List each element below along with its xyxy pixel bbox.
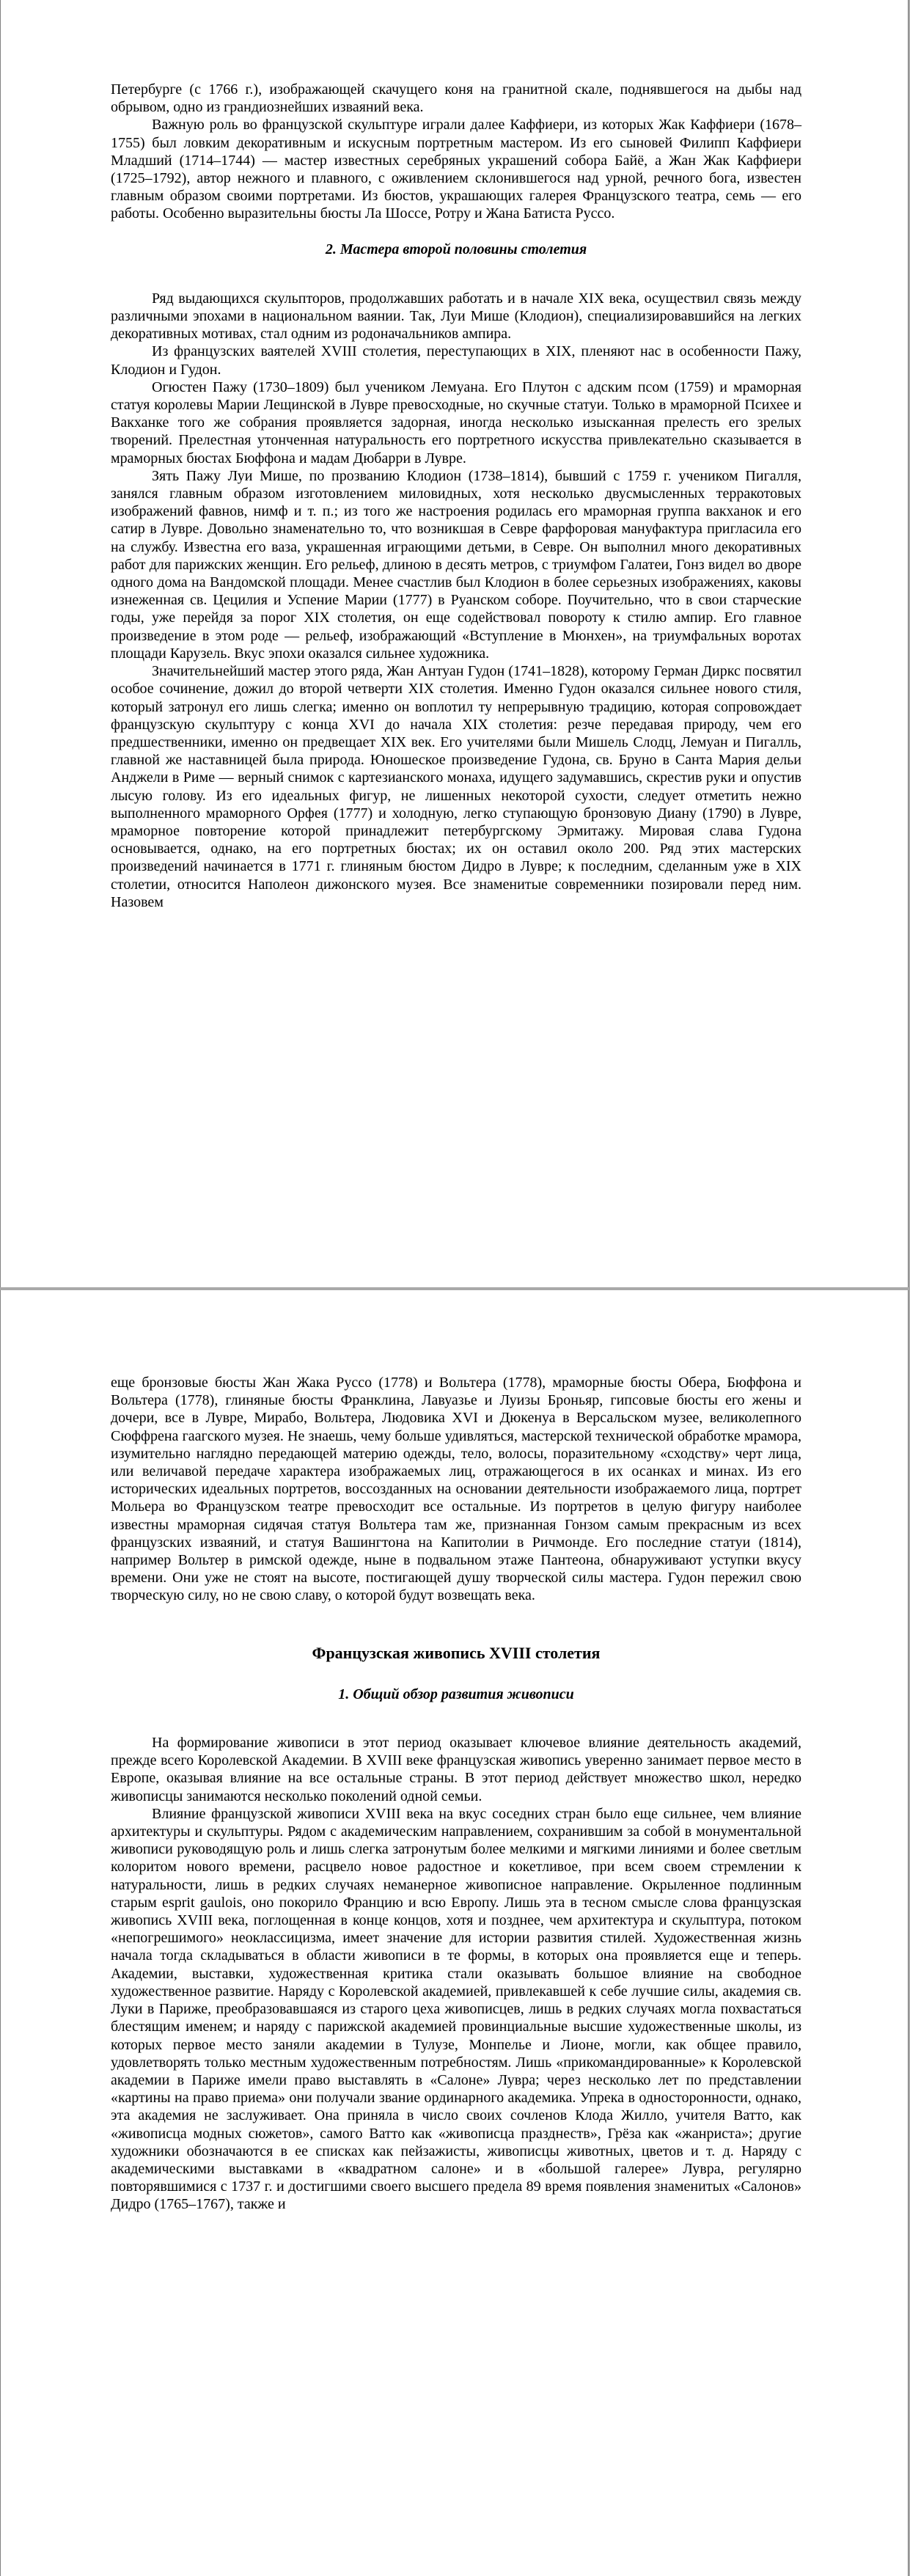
paragraph: Важную роль во французской скульптуре играли далее Каффиери, из которых Жак Каффиери (1678–1755) был ловким декоративным и искусным портретным мастером. Из его сыновей Филипп Каффиери Младший (1714–1744) — мастер известных серебряных украшений собора Байё, а Жан Жак Каффиери (1725–1792), автор нежного и плавного, с оживлением склонившегося над урной, речного бога, известен главным образом своими портретами. Из бюстов, украшающих галерея Французского театра, семь — его работы. Особенно выразительны бюсты Ла Шоссе, Ротру и Жана Батиста Руссо. xyxy=(111,117,801,222)
paragraph: На формирование живописи в этот период оказывает ключевое влияние деятельность академий, прежде всего Королевской Академии. В XVIII веке французская живопись уверенно занимает первое место в Европе, оказывая влияние на все остальные страны. В этот период действует множество школ, нередко живописцы занимаются несколько поколений одной семьи. xyxy=(111,1735,801,1804)
paragraph: Зять Пажу Луи Мише, по прозванию Клодион (1738–1814), бывший с 1759 г. учеником Пигалля, занялся главным образом изготовлением миловидных, хотя несколько двусмысленных терракотовых изображений фавнов, нимф и т. п.; из того же настроения родилась его мраморная группа вакханок и его сатир в Лувре. Довольно знаменательно то, что возникшая в Севре фарфоровая мануфактура пригласила его на службу. Известна его ваза, украшенная играющими детьми, в Севре. Он выполнил много декоративных работ для парижских женщин. Его рельеф, длиною в десять метров, с триумфом Галатеи, Гонз видел во дворе одного дома на Вандомской площади. Менее счастлив был Клодион в более серьезных изображениях, каковы изнеженная св. Цецилия и Успение Марии (1777) в Руанском соборе. Поучительно, что в свои старческие годы, уже перейдя за порог XIX столетия, он еще содействовал повороту к стилю ампир. Его главное произведение в этом роде — рельеф, изображающий «Вступление в Мюнхен», на триумфальных воротах площади Карузель. Вкус эпохи оказался сильнее художника. xyxy=(111,467,801,662)
page-2 xyxy=(0,1290,909,2576)
section-heading: 2. Мастера второй половины столетия xyxy=(325,241,587,257)
page-1-text xyxy=(111,81,801,911)
chapter-heading: Французская живопись XVIII столетия xyxy=(312,1643,601,1662)
paragraph: Из французских ваятелей XVIII столетия, переступающих в XIX, пленяют нас в особенности Пажу, Клодион и Гудон. xyxy=(111,343,801,378)
paragraph: Огюстен Пажу (1730–1809) был учеником Лемуана. Его Плутон с адским псом (1759) и мраморная статуя королевы Марии Лещинской в Лувре превосходные, но скучные статуи. Только в мраморной Психее и Вакханке того же собрания проявляется задорная, иногда несколько изысканная прелесть его зрелых творений. Прелестная утонченная натуральность его портретного искусства привлекательно сказывается в мраморных бюстах Бюффона и мадам Дюбарри в Лувре. xyxy=(111,378,801,466)
paragraph: еще бронзовые бюсты Жан Жака Руссо (1778) и Вольтера (1778), мраморные бюсты Обера, Бюффона и Вольтера (1778), глиняные бюсты Франклина, Лавуазье и Луизы Броньяр, гипсовые бюсты его жены и дочери, все в Лувре, Мирабо, Вольтера, Людовика XVI и Дюкенуа в Версальском музее, великолепного Сюффрена гаагского музея. Не знаешь, чему больше удивляться, мастерской технической обработке мрамора, изумительно наглядно передающей материю одежды, тело, волосы, поразительному «сходству» черт лица, или величавой передаче характера изображаемых лиц, отражающегося в их осанках и минах. Из его исторических идеальных портретов, воссозданных на основании деятельности изображаемого лица, портрет Мольера во Французском театре превосходит все остальные. Из портретов в целую фигуру наиболее известны мраморная сидячая статуя Вольтера там же, признанная Гонзом самым прекрасным из всех французских изваяний, и статуя Вашингтона на Капитолии в Ричмонде. Его последние статуи (1814), например Вольтер в римской одежде, ныне в подвальном этаже Пантеона, обнаруживают уступки вкусу времени. Они уже не стоят на высоте, постигающей душу творческой силы мастера. Гудон пережил свою творческую силу, но не свою славу, о которой будут возвещать века. xyxy=(111,1375,801,1604)
section-heading: 1. Общий обзор развития живописи xyxy=(338,1686,574,1702)
paragraph: Ряд выдающихся скульпторов, продолжавших работать и в начале XIX века, осуществил связь между различными эпохами в национальном ваянии. Так, Луи Мише (Клодион), специализировавшийся на легких декоративных мотивах, стал одним из родоначальников ампира. xyxy=(111,290,801,343)
page-1 xyxy=(0,0,909,1287)
paragraph: Влияние французской живописи XVIII века на вкус соседних стран было еще сильнее, чем влияние архитектуры и скульптуры. Рядом с академическим направлением, сохранившим за собой в монументальной живописи руководящую роль и лишь слегка затронутым более мелкими и мягкими линиями и более светлым колоритом нового времени, расцвело новое радостное и кокетливое, при всем своем стремлении к натуральности, лишь в редких случаях неманерное живописное направление. Окрыленное подлинным старым esprit gaulois, оно покорило Францию и всю Европу. Лишь эта в тесном смысле слова французская живопись XVIII века, поглощенная в конце концов, хотя и позднее, чем архитектура и скульптура, потоком «непогрешимого» неоклассицизма, имеет значение для истории развития стилей. Художественная жизнь начала тогда складываться в области живописи в те формы, в которых она проявляется еще и теперь. Академии, выставки, художественная критика стали оказывать большое влияние на свободное художественное развитие. Наряду с Королевской академией, привлекавшей к себе лучшие силы, академия св. Луки в Париже, преобразовавшаяся из старого цеха живописцев, лишь в редких случаях могла похвастаться блестящим именем; и наряду с парижской академией провинциальные высшие художественные школы, из которых первое место заняли академии в Тулузе, Монпелье и Лионе, могли, как общее правило, удовлетворять только местным художественным потребностям. Лишь «прикомандированные» к Королевской академии в Париже имели право выставлять в «Салоне» Лувра; через несколько лет по представлении «картины на право приема» они получали звание ординарного академика. Упрека в односторонности, однако, эта академия не заслуживает. Она приняла в число своих сочленов Клода Жилло, учителя Ватто, как «живописца модных сюжетов», самого Ватто как «живописца празднеств», Грёза как «жанриста»; другие художники обозначаются в ее списках как пейзажисты, живописцы животных, цветов и т. д. Наряду с академическими выставками в «квадратном салоне» и в «большой галерее» Лувра, регулярно повторявшимися с 1737 г. и достигшими своего высшего предела 89 время появления знаменитых «Салонов» Дидро (1765–1767), также и xyxy=(111,1805,801,2213)
paragraph: Петербурге (с 1766 г.), изображающей скачущего коня на гранитной скале, поднявшегося на дыбы над обрывом, одно из грандиознейших изваяний века. xyxy=(111,81,801,116)
page-2-text xyxy=(111,1374,801,2214)
paragraph: Значительнейший мастер этого ряда, Жан Антуан Гудон (1741–1828), которому Герман Диркс посвятил особое сочинение, дожил до второй четверти XIX столетия. Именно Гудон оказался сильнее нового стиля, который затронул его лишь слегка; именно он воплотил ту непрерывную традицию, которая сопровождает французскую скульптуру с конца XVI до начала XIX столетия: резче передавая природу, чем его предшественники, именно он предвещает XIX век. Его учителями были Мишель Слодц, Лемуан и Пигалль, главной же наставницей была природа. Юношеское произведение Гудона, св. Бруно в Санта Мария дельи Анджели в Риме — верный снимок с картезианского монаха, идущего задумавшись, скрестив руки и опустив лысую голову. Из его идеальных фигур, не лишенных некоторой сухости, следует отметить нежно выполненного мраморного Орфея (1777) и холодную, легко ступающую бронзовую Диану (1790) в Лувре, мраморное повторение которой принадлежит петербургскому Эрмитажу. Мировая слава Гудона основывается, однако, на его портретных бюстах; их он оставил около 200. Ряд этих мастерских произведений начинается в 1771 г. глиняным бюстом Дидро в Лувре; к последним, сделанным уже в XIX столетии, относится Наполеон дижонского музея. Все знаменитые современники позировали перед ним. Назовем xyxy=(111,663,801,910)
